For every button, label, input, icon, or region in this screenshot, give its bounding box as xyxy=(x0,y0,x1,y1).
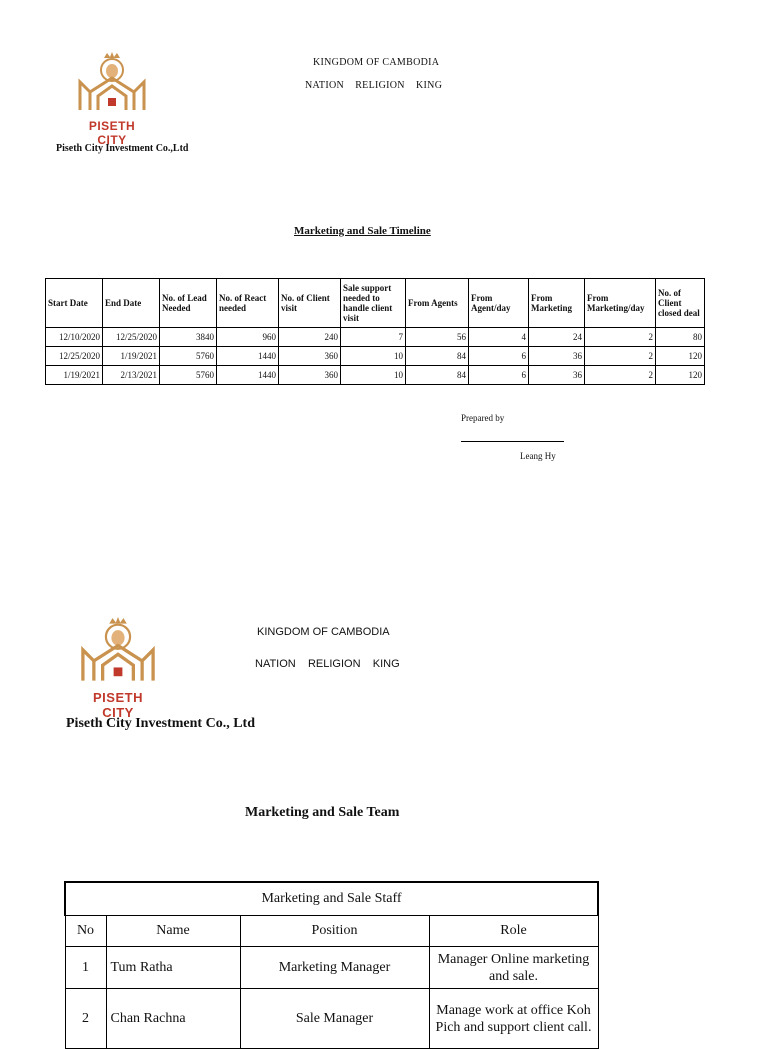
col-header: No xyxy=(65,916,106,947)
table-cell: 84 xyxy=(406,347,469,366)
role-line: Pich and support client call. xyxy=(435,1019,592,1035)
col-header: From Agents xyxy=(406,279,469,328)
table-cell: 12/25/2020 xyxy=(46,347,103,366)
table-row xyxy=(46,328,705,347)
table-cell: Marketing Manager xyxy=(240,947,429,989)
lion-crown-logo-icon xyxy=(78,617,158,685)
lion-crown-logo-icon xyxy=(76,52,148,114)
kingdom-heading-2: KINGDOM OF CAMBODIA xyxy=(257,626,390,638)
table-cell: 1/19/2021 xyxy=(46,366,103,385)
table-cell: 24 xyxy=(529,328,585,347)
table-cell: 1 xyxy=(65,947,106,989)
team-title: Marketing and Sale Team xyxy=(245,805,400,820)
table-cell: 2 xyxy=(65,989,106,1049)
motto-heading: NATION RELIGION KING xyxy=(305,80,443,91)
company-logo xyxy=(76,52,148,147)
table-cell: 5760 xyxy=(160,347,217,366)
signature-line xyxy=(461,441,564,442)
table-cell: Chan Rachna xyxy=(106,989,240,1049)
table-cell xyxy=(429,947,598,989)
table-row xyxy=(46,366,705,385)
col-header: Sale support needed to handle client visit xyxy=(341,279,406,328)
table-cell: 12/10/2020 xyxy=(46,328,103,347)
table-cell: 6 xyxy=(469,347,529,366)
table-cell: 2 xyxy=(585,347,656,366)
table-cell: 36 xyxy=(529,347,585,366)
table-cell: 7 xyxy=(341,328,406,347)
logo-wordmark: PISETH CITY xyxy=(93,690,143,720)
table-cell: 5760 xyxy=(160,366,217,385)
col-header: No. of Client visit xyxy=(279,279,341,328)
col-header: Role xyxy=(429,916,598,947)
col-header: No. of Lead Needed xyxy=(160,279,217,328)
company-name: Piseth City Investment Co.,Ltd xyxy=(56,143,189,154)
table-cell: 960 xyxy=(217,328,279,347)
col-header: From Agent/day xyxy=(469,279,529,328)
document-title: Marketing and Sale Timeline xyxy=(294,225,431,237)
role-line: Manage work at office Koh xyxy=(436,1002,591,1018)
table-cell: 360 xyxy=(279,347,341,366)
table-cell: 2 xyxy=(585,366,656,385)
prepared-by-label: Prepared by xyxy=(461,413,505,423)
team-header-row xyxy=(65,916,598,947)
table-cell: 36 xyxy=(529,366,585,385)
col-header: Start Date xyxy=(46,279,103,328)
timeline-table xyxy=(45,278,705,385)
table-cell: 10 xyxy=(341,347,406,366)
company-name-2: Piseth City Investment Co., Ltd xyxy=(66,716,255,731)
col-header: End Date xyxy=(103,279,160,328)
table-row xyxy=(65,989,598,1049)
table-cell: 120 xyxy=(656,347,705,366)
table-cell: Tum Ratha xyxy=(106,947,240,989)
kingdom-heading: KINGDOM OF CAMBODIA xyxy=(313,57,440,68)
table-cell: 360 xyxy=(279,366,341,385)
role-line: and sale. xyxy=(489,968,538,984)
table-cell: 120 xyxy=(656,366,705,385)
table-cell: 2 xyxy=(585,328,656,347)
table-row xyxy=(46,347,705,366)
table-row xyxy=(65,947,598,989)
table-cell xyxy=(429,989,598,1049)
table-cell: 80 xyxy=(656,328,705,347)
col-header: No. of Client closed deal xyxy=(656,279,705,328)
table-cell: 12/25/2020 xyxy=(103,328,160,347)
col-header: From Marketing/day xyxy=(585,279,656,328)
table-cell: 84 xyxy=(406,366,469,385)
table-caption: Marketing and Sale Staff xyxy=(65,882,598,916)
prepared-by-name: Leang Hy xyxy=(520,451,556,461)
col-header: Name xyxy=(106,916,240,947)
table-cell: 6 xyxy=(469,366,529,385)
company-logo-2 xyxy=(78,617,158,720)
table-cell: 10 xyxy=(341,366,406,385)
motto-heading-2: NATION RELIGION KING xyxy=(255,658,400,670)
table-cell: 1440 xyxy=(217,366,279,385)
table-cell: 3840 xyxy=(160,328,217,347)
col-header: From Marketing xyxy=(529,279,585,328)
role-line: Manager Online marketing xyxy=(437,951,590,967)
col-header: Position xyxy=(240,916,429,947)
table-cell: 4 xyxy=(469,328,529,347)
table-cell: 56 xyxy=(406,328,469,347)
col-header: No. of React needed xyxy=(217,279,279,328)
table-cell: 1/19/2021 xyxy=(103,347,160,366)
table-cell: Sale Manager xyxy=(240,989,429,1049)
logo-wordmark: PISETH CITY xyxy=(88,119,136,147)
table-cell: 2/13/2021 xyxy=(103,366,160,385)
table-cell: 240 xyxy=(279,328,341,347)
timeline-header-row xyxy=(46,279,705,328)
table-cell: 1440 xyxy=(217,347,279,366)
